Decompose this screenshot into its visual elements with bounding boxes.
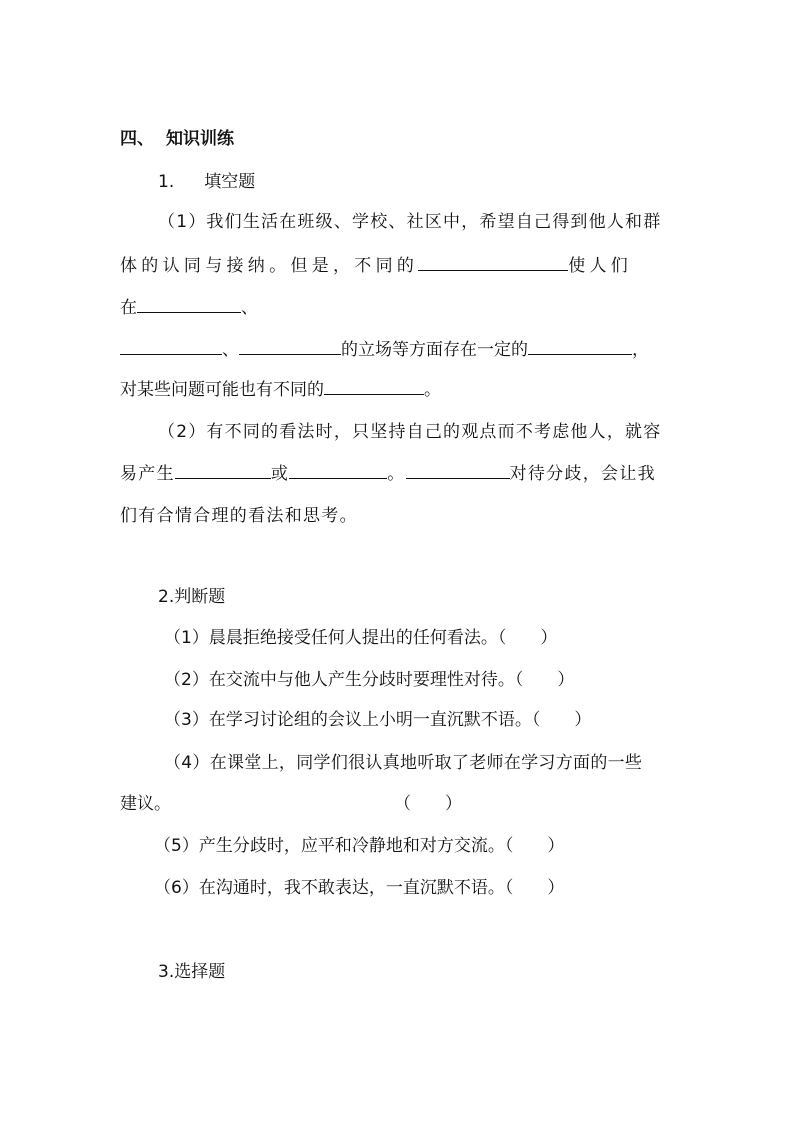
judge-item-text: 在学习讨论组的会议上小明一直沉默不语。（ ） xyxy=(208,710,592,730)
judge-item-2 xyxy=(164,668,724,692)
fill-heading-number: 1. xyxy=(158,172,175,192)
judge-item-number: （1） xyxy=(164,628,209,648)
answer-blank[interactable] xyxy=(324,378,424,395)
fill-q2-text: 对待分歧，会让我 xyxy=(509,464,656,484)
fill-heading-title: 填空题 xyxy=(204,172,256,192)
fill-q2-text: 易产生 xyxy=(120,464,175,484)
answer-blank[interactable] xyxy=(406,462,510,479)
judge-item-number: （6） xyxy=(154,878,199,898)
fill-q1-line3 xyxy=(120,296,680,320)
judge-item-number: （4） xyxy=(164,753,210,773)
fill-q1-text: 的立场等方面存在一定的 xyxy=(341,340,528,360)
fill-q1-text: 我们生活在班级、学校、社区中，希望自己得到他人和群 xyxy=(206,212,662,232)
judge-item-4 xyxy=(164,751,724,775)
fill-q1-text: 、 xyxy=(241,298,258,318)
fill-q2-text: 。 xyxy=(387,464,406,484)
fill-q2-text: 或 xyxy=(270,464,290,484)
judge-item-5 xyxy=(154,834,714,858)
fill-q1-line2 xyxy=(120,254,680,278)
answer-blank[interactable] xyxy=(528,338,632,355)
answer-blank[interactable] xyxy=(175,462,271,479)
judge-heading: 2.判断题 xyxy=(158,587,226,607)
fill-q1-line5 xyxy=(120,378,680,402)
judge-item-6 xyxy=(154,876,714,900)
judge-item-number: （5） xyxy=(154,836,199,856)
answer-blank[interactable] xyxy=(289,462,387,479)
judge-item-3 xyxy=(164,708,724,732)
fill-q2-line3 xyxy=(120,504,680,528)
fill-q1-text: 在 xyxy=(120,298,137,318)
judge-item-text: 在课堂上，同学们很认真地听取了老师在学习方面的一些 xyxy=(209,753,643,773)
fill-q1-line4 xyxy=(120,338,680,362)
fill-q2-text: 们有合情合理的看法和思考。 xyxy=(120,506,358,526)
judge-item-text: 建议。 xyxy=(120,794,171,814)
fill-q1-text: 对某些问题可能也有不同的 xyxy=(120,380,324,400)
choice-heading: 3.选择题 xyxy=(158,962,226,982)
answer-blank[interactable] xyxy=(137,296,241,313)
section-number: 四、 xyxy=(120,129,154,149)
fill-q1-number: （1） xyxy=(158,212,207,232)
judge-item-text: 在交流中与他人产生分歧时要理性对待。（ ） xyxy=(208,670,575,690)
judge-item-number: （2） xyxy=(164,670,209,690)
answer-blank[interactable] xyxy=(239,338,341,355)
fill-q1-line1 xyxy=(158,210,718,234)
judge-item-number: （3） xyxy=(164,710,209,730)
fill-q2-number: （2） xyxy=(158,422,207,442)
judge-item-1 xyxy=(164,626,724,650)
fill-q2-line2 xyxy=(120,462,680,486)
fill-q1-text: 使人们 xyxy=(568,256,633,276)
fill-q1-text: 。 xyxy=(424,380,441,400)
section-title: 知识训练 xyxy=(166,129,234,149)
fill-q1-text: ， xyxy=(632,340,649,360)
fill-q2-text: 有不同的看法时，只坚持自己的观点而不考虑他人，就容 xyxy=(206,422,662,442)
judge-item-text: 在沟通时，我不敢表达，一直沉默不语。（ ） xyxy=(198,878,565,898)
judge-item-text: 产生分歧时，应平和冷静地和对方交流。（ ） xyxy=(198,836,565,856)
judge-item-text: 晨晨拒绝接受任何人提出的任何看法。（ ） xyxy=(208,628,558,648)
fill-q1-text: 体的认同与接纳。但是，不同的 xyxy=(120,256,419,276)
fill-q1-text: 、 xyxy=(222,340,239,360)
answer-blank[interactable] xyxy=(418,254,568,271)
judge-item-4-answer[interactable] xyxy=(394,792,514,816)
judge-answer-parens[interactable]: （ ） xyxy=(394,794,462,814)
fill-heading xyxy=(158,170,718,194)
section-heading xyxy=(120,127,680,151)
answer-blank[interactable] xyxy=(120,338,222,355)
fill-q2-line1 xyxy=(158,420,718,444)
